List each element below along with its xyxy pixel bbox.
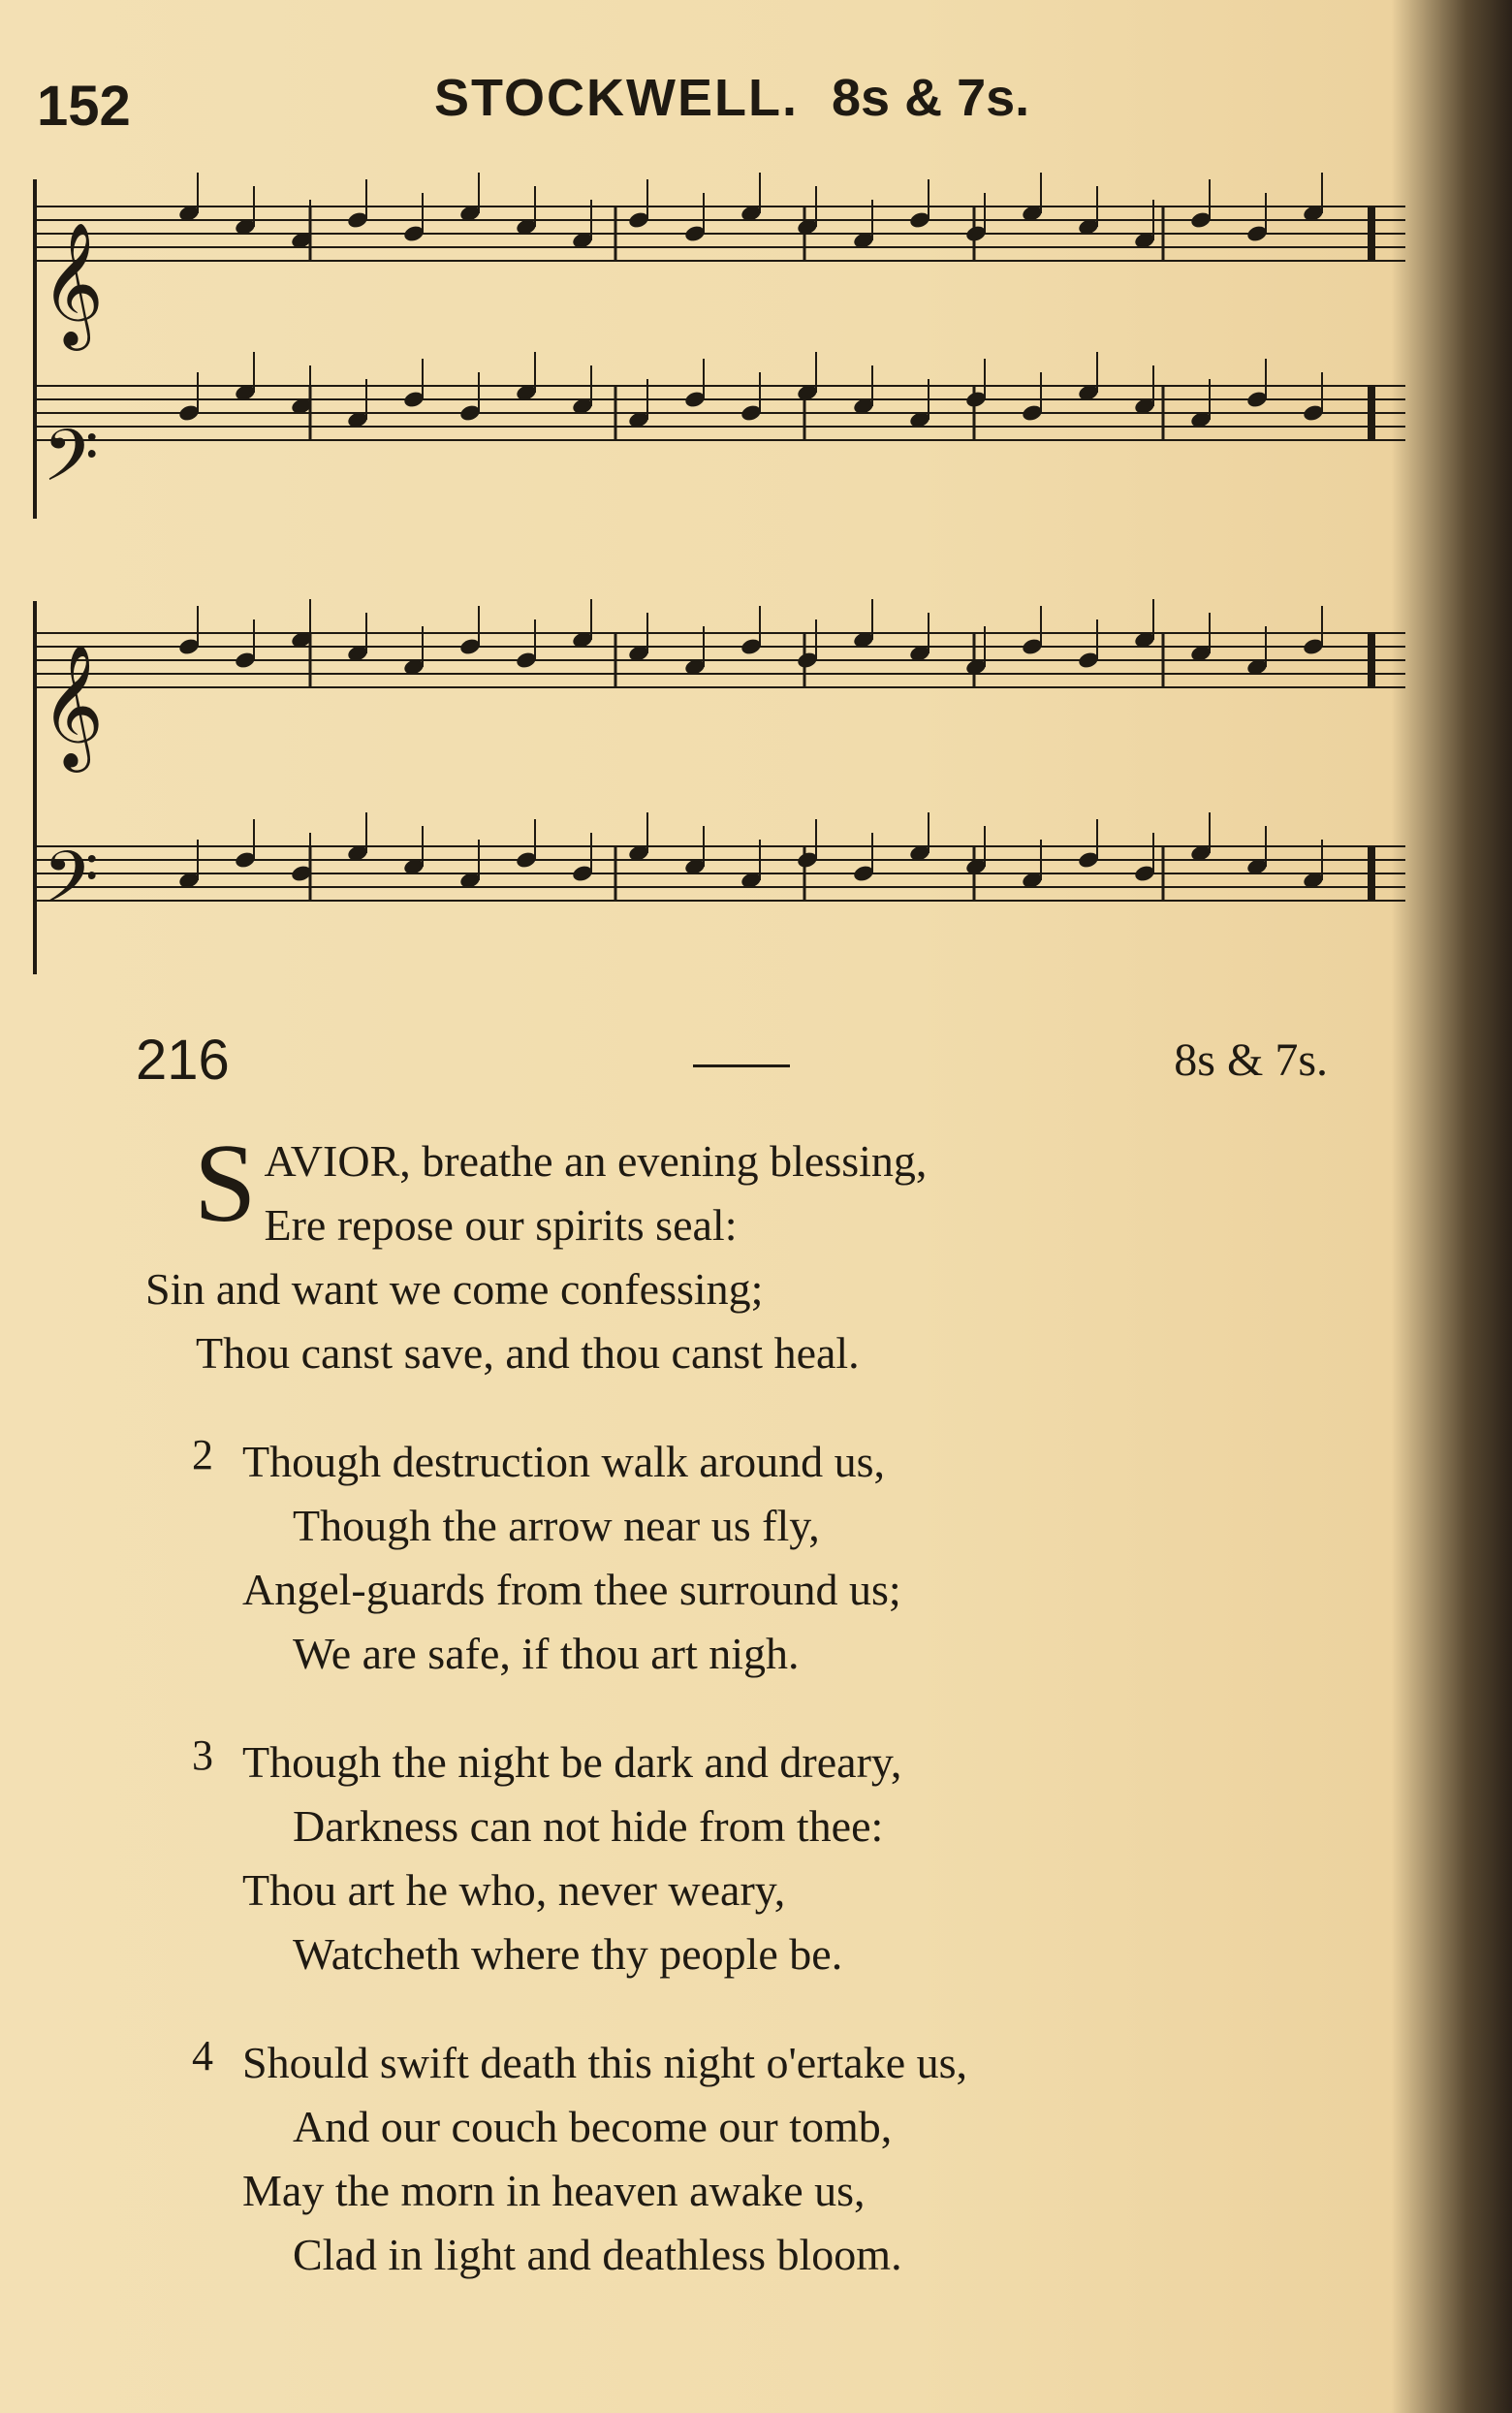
music-score — [29, 160, 1425, 1013]
treble-clef-icon: 𝄞 — [41, 643, 105, 767]
tune-title: STOCKWELL. — [434, 69, 799, 127]
verse-line: Watcheth where thy people be. — [293, 1929, 843, 1979]
treble-clef-icon: 𝄞 — [41, 221, 105, 345]
hymn-meter: 8s & 7s. — [1174, 1034, 1328, 1086]
hymn-number: 216 — [136, 1029, 230, 1092]
verse-1 — [145, 1122, 1260, 1385]
verse-line: Ere repose our spirits seal: — [264, 1200, 738, 1250]
bass-clef-icon: 𝄢 — [43, 836, 99, 937]
verse-line: Thou canst save, and thou canst heal. — [196, 1328, 860, 1378]
verse-2 — [192, 1430, 1308, 1686]
verse-line: Though the night be dark and dreary, — [242, 1737, 902, 1787]
page-number: 152 — [37, 75, 131, 138]
verse-line: Though the arrow near us fly, — [293, 1501, 820, 1550]
verse-number: 3 — [192, 1731, 213, 1779]
verse-line: AVIOR, breathe an evening blessing, — [264, 1136, 928, 1186]
verse-line: May the morn in heaven awake us, — [242, 2166, 866, 2215]
verse-line: Darkness can not hide from thee: — [293, 1801, 884, 1851]
verse-line: Clad in light and deathless bloom. — [293, 2230, 902, 2279]
verse-line: Sin and want we come confessing; — [145, 1264, 764, 1314]
hymn-heading — [136, 1028, 1328, 1105]
verse-number: 2 — [192, 1431, 213, 1478]
drop-cap: S — [194, 1122, 257, 1246]
tune-meter: 8s & 7s. — [832, 69, 1030, 127]
verse-number: 4 — [192, 2032, 213, 2080]
verse-line: Thou art he who, never weary, — [242, 1865, 786, 1915]
bass-clef-icon: 𝄢 — [43, 414, 99, 516]
verse-line: We are safe, if thou art nigh. — [293, 1629, 800, 1678]
verse-line: And our couch become our tomb, — [293, 2102, 893, 2151]
verse-4 — [192, 2031, 1308, 2287]
verse-3 — [192, 1730, 1308, 1986]
page-header — [37, 68, 1394, 145]
verse-line: Should swift death this night o'ertake us, — [242, 2038, 968, 2087]
verse-line: Angel-guards from thee surround us; — [242, 1565, 901, 1614]
heading-rule — [693, 1064, 790, 1067]
verse-line: Though destruction walk around us, — [242, 1437, 886, 1486]
